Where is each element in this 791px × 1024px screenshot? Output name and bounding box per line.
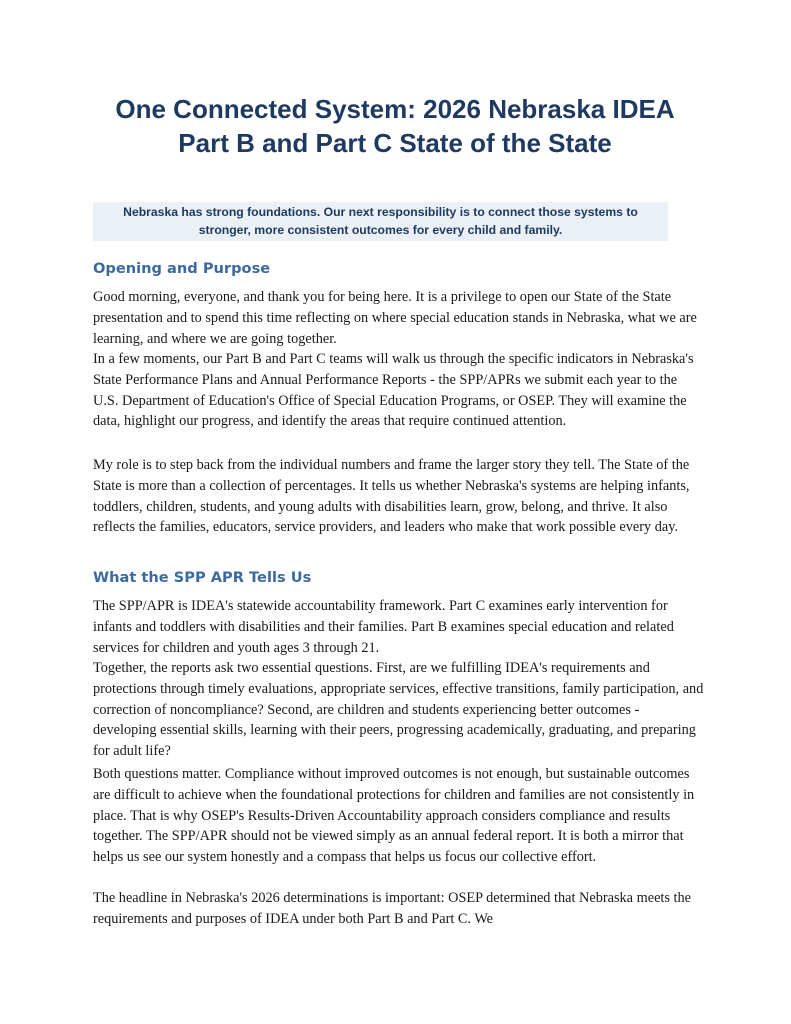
paragraph: Good morning, everyone, and thank you for being here. It is a privilege to open our State of the State presentation and to spend this time reflecting on where special education stands in Nebraska, what we are learning, and where we are going together. [93,289,697,347]
paragraph: Both questions matter. Compliance without improved outcomes is not enough, but sustainable outcomes are difficult to achieve when the foundational protections for children and families are not consistently in place. That is why OSEP's Results-Driven Accountability approach considers compliance and results together. The SPP/APR should not be viewed simply as an annual federal report. It is both a mirror that helps us see our system honestly and a compass that helps us focus our collective effort. [93,766,695,866]
paragraph: In a few moments, our Part B and Part C teams will walk us through the specific indicators in Nebraska's State Performance Plans and Annual Performance Reports - the SPP/APRs we submit each year to the U.S. Department of Education's Office of Special Education Programs, or OSEP. They will examine the data, highlight our progress, and identify the areas that require continued attention. [93,351,694,430]
paragraph: The headline in Nebraska's 2026 determinations is important: OSEP determined that Nebraska meets the requirements and purposes of IDEA under both Part B and Part C. We [93,890,691,927]
paragraph: My role is to step back from the individual numbers and frame the larger story they tell. The State of the State is more than a collection of percentages. It tells us whether Nebraska's systems are helping infants, toddlers, children, students, and young adults with disabilities learn, grow, belong, and thrive. It also reflects the families, educators, service providers, and leaders who make that work possible every day. [93,457,690,536]
callout-box: Nebraska has strong foundations. Our next responsibility is to connect those systems to stronger, more consistent outcomes for every child and family. [93,202,668,241]
paragraph: The SPP/APR is IDEA's statewide accountability framework. Part C examines early intervention for infants and toddlers with disabilities and their families. Part B examines special education and related services for children and youth ages 3 through 21. [93,598,674,656]
paragraph: Together, the reports ask two essential questions. First, are we fulfilling IDEA's requirements and protections through timely evaluations, appropriate services, effective transitions, family participation, and correction of noncompliance? Second, are children and students experiencing better outcomes - developing essential skills, learning with their peers, progressing academically, graduating, and preparing for adult life? [93,660,704,760]
section-heading-opening: Opening and Purpose [93,260,271,277]
section-heading-spp-apr: What the SPP APR Tells Us [93,569,312,586]
document-title: One Connected System: 2026 Nebraska IDEA Part B and Part C State of the State [115,94,675,158]
